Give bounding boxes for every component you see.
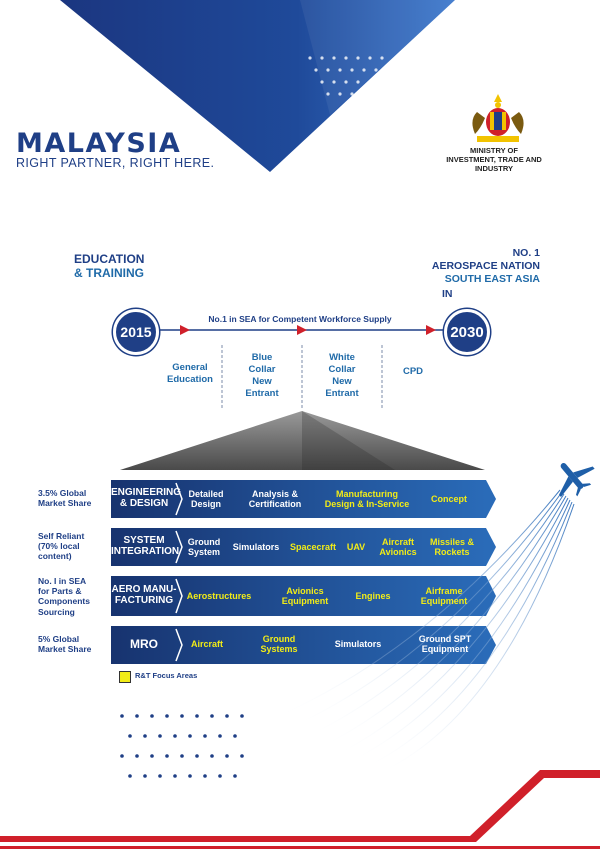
stage-general-education	[160, 362, 220, 386]
goal-line-2: AEROSPACE NATION	[431, 260, 540, 272]
goal-text: content)	[38, 551, 72, 562]
stage-white-collar	[312, 352, 372, 400]
stage-line: Collar	[328, 363, 356, 375]
footer-dot-grid	[120, 714, 244, 778]
item-text: Systems	[260, 643, 298, 654]
goal-line-1: NO. 1	[512, 247, 540, 259]
item-text: Simulators	[232, 542, 280, 552]
category-text: AERO MANU-	[111, 584, 177, 595]
item-text: Design	[190, 498, 221, 509]
item-text: UAV	[346, 542, 366, 552]
item-text: Ground	[187, 537, 221, 547]
goal-text: for Parts &	[38, 586, 82, 597]
stage-line: Entrant	[245, 387, 279, 399]
item-text: Detailed	[188, 489, 224, 499]
timeline-supply-label: No.1 in SEA for Competent Workforce Supply	[208, 314, 392, 324]
row-3-item-airframe-equipment	[410, 587, 478, 607]
stage-line: Collar	[248, 363, 276, 375]
row-2-item-ground-system	[184, 538, 224, 558]
ministry-line-2: INVESTMENT, TRADE AND INDUSTRY	[446, 155, 542, 173]
row-2-goal	[38, 531, 84, 562]
item-text: Aerostructures	[186, 591, 252, 601]
education-title: EDUCATION	[74, 252, 145, 266]
row-4-category	[111, 638, 177, 651]
item-text: Equipment	[421, 643, 469, 654]
timeline-arrow-1	[180, 325, 190, 335]
row-2-item-uav	[343, 543, 369, 553]
footer-red-stripe	[0, 770, 600, 849]
stage-line: CPD	[402, 366, 424, 377]
stage-blue-collar	[232, 352, 292, 400]
category-text: ENGINEERING	[111, 487, 182, 498]
item-text: Avionics	[286, 586, 324, 596]
goal-line-3: SOUTH EAST ASIA	[444, 273, 540, 285]
item-text: Missiles &	[429, 537, 475, 547]
row-1-item-detailed-design	[184, 490, 228, 510]
item-text: Spacecraft	[289, 542, 337, 552]
row-4-item-aircraft	[184, 640, 230, 650]
category-text: MRO	[130, 637, 158, 651]
item-text: Avionics	[379, 546, 417, 557]
item-text: Equipment	[281, 595, 329, 606]
row-1-item-analysis	[240, 490, 310, 510]
item-text: Ground SPT	[418, 634, 472, 644]
stage-line: Education	[167, 373, 213, 385]
item-text: Rockets	[434, 546, 470, 557]
category-text: INTEGRATION	[111, 545, 180, 557]
airplane-icon	[545, 450, 600, 505]
goal-text: Market Share	[38, 644, 92, 655]
goal-text: 3.5% Global	[38, 488, 87, 498]
goal-text: Self Reliant	[38, 531, 85, 541]
timeline-start-badge: 2015	[113, 309, 159, 355]
row-1-item-concept	[422, 495, 476, 505]
item-text: Airframe	[425, 586, 463, 596]
stage-cpd	[388, 366, 438, 378]
ministry-crest-icon	[463, 92, 533, 144]
category-text: FACTURING	[114, 594, 174, 606]
ministry-name	[440, 146, 548, 173]
timeline-end-badge: 2030	[444, 309, 490, 355]
row-1-category	[111, 487, 182, 509]
row-2-item-spacecraft	[286, 543, 340, 553]
item-text: Certification	[248, 498, 302, 509]
legend-label: R&T Focus Areas	[135, 671, 198, 680]
ministry-line-1: MINISTRY OF	[470, 146, 518, 155]
stage-line: General	[172, 362, 208, 373]
goal-text: Market Share	[38, 498, 92, 509]
item-text: Simulators	[334, 639, 382, 649]
row-2-category	[111, 535, 180, 557]
row-3-goal	[38, 576, 90, 617]
item-text: System	[187, 546, 221, 557]
stage-line: New	[332, 375, 352, 387]
item-text: Analysis &	[251, 489, 299, 499]
item-text: Equipment	[420, 595, 468, 606]
row-2-item-simulators	[228, 543, 284, 553]
row-4-item-ground-spt	[412, 635, 478, 655]
goal-line-4: IN	[442, 288, 453, 300]
goal-text: Components	[38, 596, 90, 607]
timeline-arrow-2	[297, 325, 307, 335]
legend-focus-swatch	[119, 671, 131, 683]
row-3-item-engines	[350, 592, 396, 602]
item-text: Aircraft	[381, 537, 414, 547]
goal-text: 5% Global	[38, 634, 80, 644]
item-text: Design & In-Service	[324, 498, 410, 509]
goal-text: Sourcing	[38, 606, 75, 617]
row-1-goal	[38, 488, 91, 508]
row-3-item-aerostructures	[184, 592, 254, 602]
brand-title: MALAYSIA	[16, 128, 182, 159]
category-text: & DESIGN	[119, 497, 169, 509]
row-1-item-manufacturing-design	[320, 490, 414, 510]
category-text: SYSTEM	[123, 535, 165, 546]
item-text: Concept	[431, 494, 467, 504]
row-2-item-aircraft-avionics	[374, 538, 422, 558]
timeline-arrow-3	[426, 325, 436, 335]
brand-tagline: RIGHT PARTNER, RIGHT HERE.	[16, 156, 215, 170]
item-text: Manufacturing	[336, 489, 398, 499]
stage-line: Blue	[251, 352, 273, 363]
goal-text: (70% local	[38, 541, 80, 552]
item-text: Aircraft	[190, 639, 223, 649]
stage-line: New	[252, 375, 272, 387]
goal-text: No. I in SEA	[38, 576, 87, 586]
row-3-item-avionics-equipment	[272, 587, 338, 607]
row-4-goal	[38, 634, 91, 654]
row-4-item-ground-systems	[254, 635, 304, 655]
stage-line: White	[329, 352, 355, 363]
item-text: Ground	[262, 634, 296, 644]
row-4-item-simulators	[330, 640, 386, 650]
row-3-category	[111, 585, 177, 606]
stage-line: Entrant	[325, 387, 359, 399]
item-text: Engines	[355, 591, 391, 601]
education-subtitle: & TRAINING	[74, 266, 144, 280]
row-2-item-missiles-rockets	[424, 538, 480, 558]
